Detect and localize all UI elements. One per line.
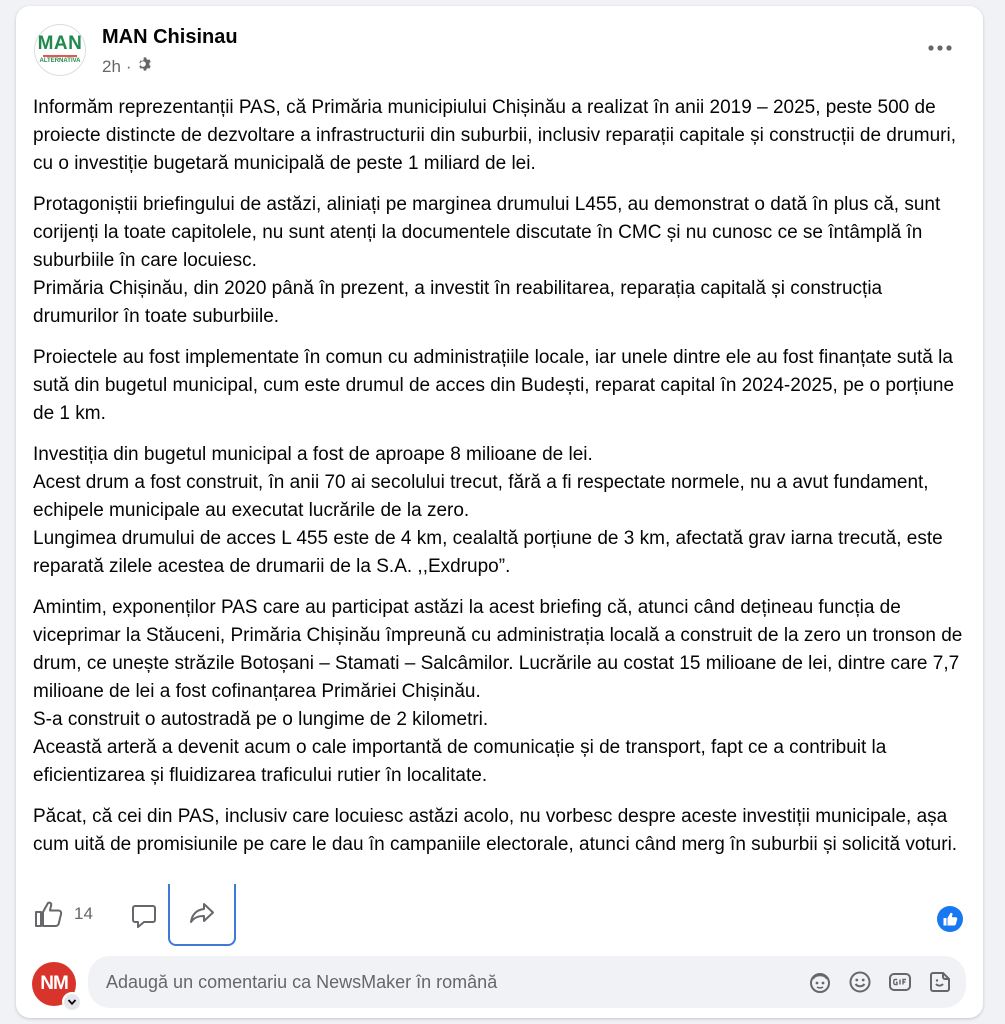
post-actions-bar — [16, 886, 983, 950]
more-options-button[interactable] — [924, 32, 956, 64]
post-paragraph: Protagoniștii briefingului de astăzi, aliniați pe marginea drumului L455, au demonstrat o dată în plus că, sunt corijenți la toate capitolele, nu sunt atenți la documentele discutate în CMC și nu cunosc ce se întâmplă în suburbiile în care locuiesc. Primăria Chișinău, din 2020 până în prezent, a investit în reabilitarea, reparația capitală și construcția drumurilor în toate suburbiile. — [33, 194, 941, 327]
post-paragraph: Informăm reprezentanții PAS, că Primăria municipiului Chișinău a realizat în anii 2019 – 2025, peste 500 de proiecte distincte de dezvoltare a infrastructurii din suburbii, inclusiv reparații capitale și construcții de drumuri, cu o investiție bugetară municipală de peste 1 miliard de lei. — [33, 97, 956, 174]
like-reaction-badge[interactable] — [937, 906, 963, 932]
post-meta — [102, 56, 153, 77]
emoji-icon[interactable] — [848, 970, 872, 994]
sticker-icon[interactable] — [928, 970, 952, 994]
post-paragraph: Investiția din bugetul municipal a fost de aproape 8 milioane de lei. Acest drum a fost construit, în anii 70 ai secolului trecut, fără a fi respectate normele, nu a avut fundament, echipele municipale au executat lucrările de la zero. Lungimea drumului de acces L 455 este de 4 km, cealaltă porțiune de 3 km, afectată grav iarna trecută, este reparată zilele acestea de drumarii de la S.A. ,,Exdrupo”. — [33, 444, 943, 577]
thumbs-up-icon — [34, 900, 64, 928]
post-paragraph: Păcat, că cei din PAS, inclusiv care locuiesc astăzi acolo, nu vorbesc despre aceste investiții municipale, așa cum uită de promisiunile pe care le dau în campaniile electorale, atunci când merg în suburbii și solicită voturi. — [33, 806, 958, 855]
post-card — [16, 6, 983, 1018]
avatar-sticker-icon[interactable] — [808, 970, 832, 994]
comment-input-tools — [808, 970, 952, 994]
gif-icon[interactable] — [888, 970, 912, 994]
post-paragraph: Proiectele au fost implementate în comun cu administrațiile locale, iar unele dintre ele au fost finanțate sută la sută din bugetul municipal, cum este drumul de acces din Budești, reparat capital în 2024-2025, pe o porțiune de 1 km. — [33, 347, 955, 424]
share-arrow-icon — [188, 901, 216, 927]
post-timestamp[interactable]: 2h — [102, 56, 121, 76]
page-logo-subtext: ALTERNATIVA — [39, 58, 81, 64]
like-reaction-icon — [943, 912, 958, 926]
post-body — [33, 94, 968, 872]
comment-icon — [130, 902, 158, 930]
page-avatar[interactable] — [34, 24, 86, 76]
post-paragraph: Amintim, exponenților PAS care au participat astăzi la acest briefing că, atunci când dețineau funcția de viceprimar la Stăuceni, Primăria Chișinău împreună cu administrația locală a construit de la zero un tronson de drum, ce unește străzile Botoșani – Stamati – Salcâmilor. Lucrările au costat 15 milioane de lei, dintre care 7,7 milioane de lei a fost cofinanțarea Primăriei Chișinău. S-a construit o autostradă pe o lungime de 2 kilometri. Această arteră a devenit acum o cale importantă de comunicație și de transport, fapt ce a contribuit la eficientizarea și fluidizarea traficului rutier în localitate. — [33, 597, 963, 786]
comment-composer — [16, 956, 983, 1012]
switch-profile-chevron-icon[interactable] — [62, 992, 82, 1012]
commenter-avatar-initials: NM — [40, 973, 68, 994]
audience-settings-icon[interactable] — [137, 56, 153, 77]
meta-separator: · — [125, 56, 132, 76]
like-button[interactable] — [34, 900, 93, 928]
comment-button[interactable] — [130, 902, 158, 935]
commenter-avatar[interactable] — [32, 962, 76, 1006]
like-count: 14 — [74, 904, 93, 923]
logo-divider — [43, 55, 77, 57]
share-button[interactable] — [168, 884, 236, 946]
page-logo-text: MAN — [37, 33, 83, 54]
more-dots-icon — [928, 45, 952, 51]
page-name[interactable]: MAN Chisinau — [102, 26, 238, 48]
